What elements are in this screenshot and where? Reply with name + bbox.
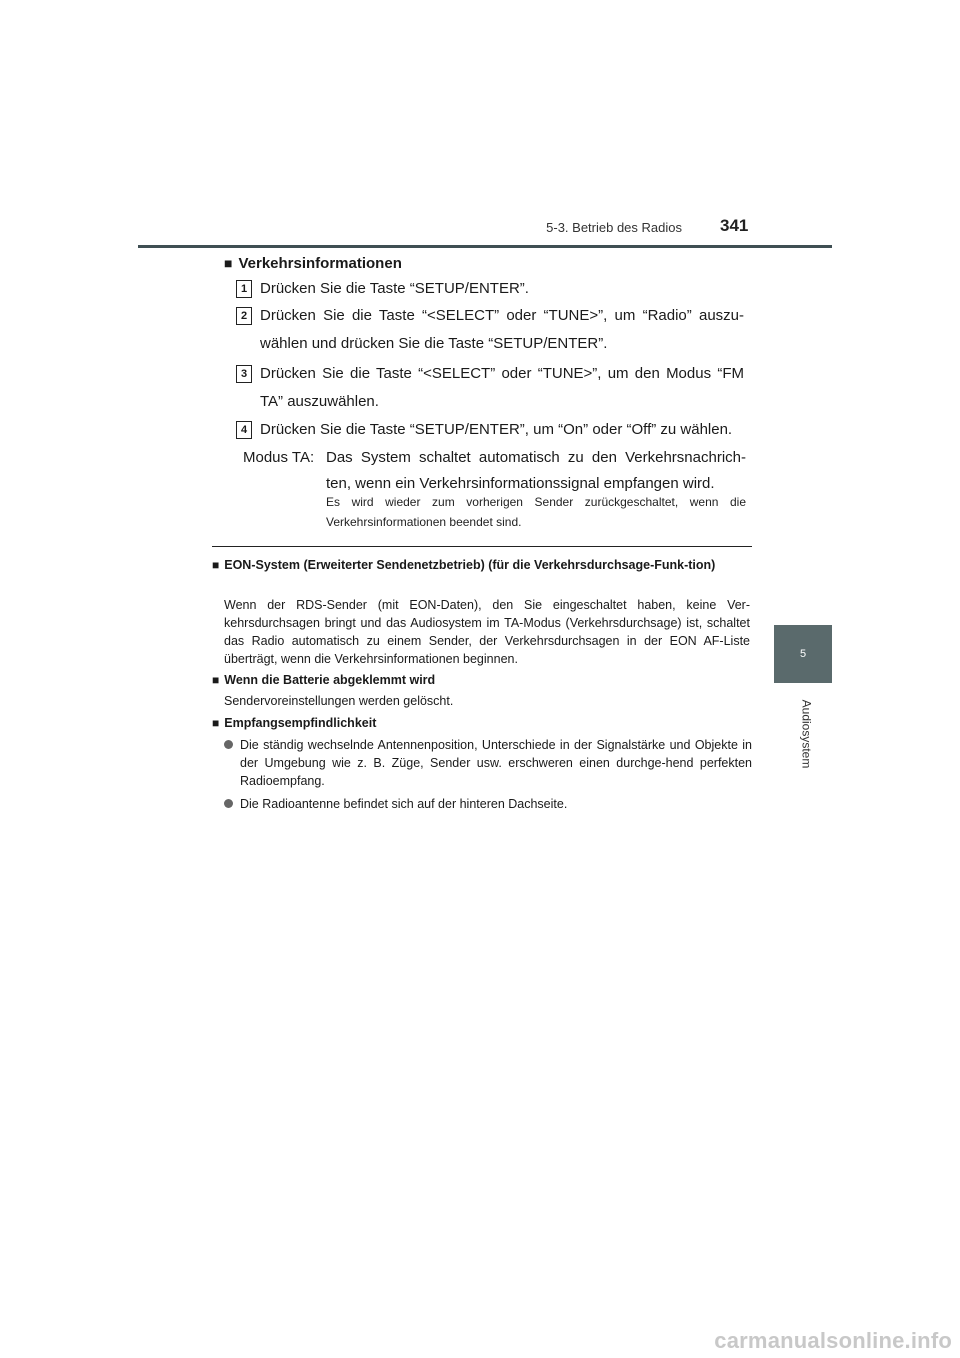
note-heading-reception xyxy=(212,714,752,732)
bullet-text: Die ständig wechselnde Antennenposition, Unterschiede in der Signalstärke und Objekte in der Umgebung wie z. B. Züge, Sender usw. erschweren einen durchge-hend perfekten Radioempfang. xyxy=(240,738,752,788)
section-title: 5-3. Betrieb des Radios xyxy=(546,220,682,235)
section-heading xyxy=(224,255,744,272)
step-text: Drücken Sie die Taste “SETUP/ENTER”, um “On” oder “Off” zu wählen. xyxy=(260,421,733,438)
bullet-dot-icon xyxy=(224,799,233,808)
step-number-badge: 4 xyxy=(236,421,252,439)
note-title: Wenn die Batterie abgeklemmt wird xyxy=(224,673,436,687)
heading-text: Verkehrsinformationen xyxy=(238,255,402,272)
step-1 xyxy=(236,275,756,303)
step-text: Drücken Sie die Taste “<SELECT” oder “TUNE>”, um “Radio” auszu-wählen und drücken Sie die Taste “SETUP/ENTER”. xyxy=(260,307,744,352)
step-3 xyxy=(236,360,756,416)
chapter-title: Audiosystem xyxy=(798,699,813,769)
note-title: EON-System (Erweiterter Sendenetzbetrieb) (für die Verkehrsdurchsage-Funk-tion) xyxy=(224,558,716,572)
step-number-badge: 1 xyxy=(236,280,252,298)
note-title: Empfangsempfindlichkeit xyxy=(224,716,377,730)
chapter-label xyxy=(756,694,856,774)
step-2 xyxy=(236,302,756,358)
notes-divider xyxy=(212,546,752,547)
square-bullet-icon: ■ xyxy=(224,255,233,271)
step-4 xyxy=(236,416,756,444)
step-text: Drücken Sie die Taste “<SELECT” oder “TUNE>”, um den Modus “FM TA” auszuwählen. xyxy=(260,365,744,410)
note-body-eon: Wenn der RDS-Sender (mit EON-Daten), den Sie eingeschaltet haben, keine Ver-kehrsdurchsagen bringt und das Audiosystem im TA-Modus (Verkehrsdurchsage) ist, schaltet das Radio automatisch zu einem Sender, der Verkehrsdurchsagen in der EON AF-Liste überträgt, wenn die Verkehrsinformationen beginnen. xyxy=(224,598,750,666)
square-bullet-icon: ■ xyxy=(212,558,220,572)
list-item xyxy=(212,736,752,790)
header-divider xyxy=(138,245,832,248)
list-item xyxy=(212,795,752,813)
square-bullet-icon: ■ xyxy=(212,716,220,730)
chapter-tab xyxy=(774,625,832,683)
watermark: carmanualsonline.info xyxy=(714,1328,952,1353)
note-heading-battery xyxy=(212,671,752,689)
mode-label: Modus TA: xyxy=(243,449,315,466)
bullet-dot-icon xyxy=(224,740,233,749)
note-heading-eon xyxy=(212,556,752,574)
step-number-badge: 3 xyxy=(236,365,252,383)
square-bullet-icon: ■ xyxy=(212,673,220,687)
note-body-battery: Sendervoreinstellungen werden gelöscht. xyxy=(224,694,454,708)
step-number-badge: 2 xyxy=(236,307,252,325)
bullet-text: Die Radioantenne befindet sich auf der hinteren Dachseite. xyxy=(240,797,568,811)
mode-description: Das System schaltet automatisch zu den Verkehrsnachrich-ten, wenn ein Verkehrsinformationssignal empfangen wird. xyxy=(326,449,746,492)
step-text: Drücken Sie die Taste “SETUP/ENTER”. xyxy=(260,280,529,297)
mode-note: Es wird wieder zum vorherigen Sender zurückgeschaltet, wenn die Verkehrsinformationen beendet sind. xyxy=(326,495,746,529)
chapter-number: 5 xyxy=(799,648,807,660)
page-number: 341 xyxy=(720,216,749,235)
